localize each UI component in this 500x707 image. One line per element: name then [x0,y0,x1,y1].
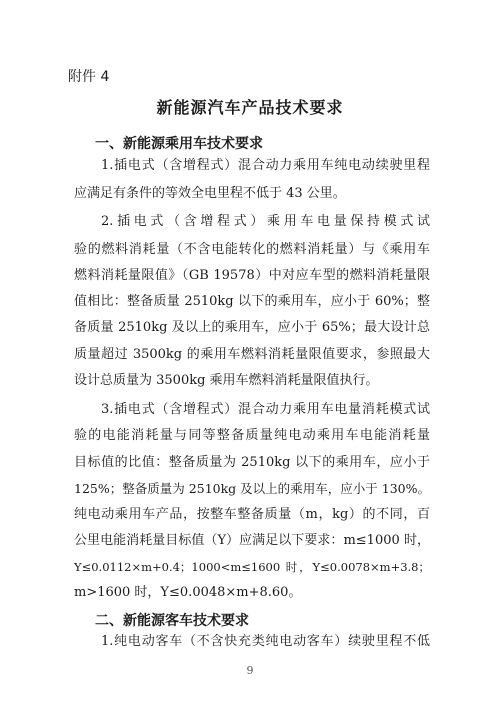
text-line: 2.插电式（含增程式）乘用车电量保持模式试 [101,214,430,229]
text-line: 3.插电式（含增程式）混合动力乘用车电量消耗模式试 [101,402,430,417]
document-title: 新能源汽车产品技术要求 [156,98,344,117]
page-number: 9 [246,664,254,677]
text-line: 值相比：整备质量 2510kg 以下的乘用车，应小于 60%；整 [74,294,430,309]
text-line: 应满足有条件的等效全电里程不低于 43 公里。 [74,186,346,201]
section-heading: 一、新能源乘用车技术要求 [95,136,263,152]
text-line: 验的电能消耗量与同等整备质量纯电动乘用车电能消耗量 [74,428,430,443]
text-line: 纯电动乘用车产品，按整车整备质量（m，kg）的不同，百 [74,507,430,522]
section-heading: 二、新能源客车技术要求 [95,613,249,629]
text-line: 设计总质量为 3500kg 乘用车燃料消耗量限值执行。 [74,373,379,388]
text-line: Y≤0.0112×m+0.4；1000<m≤1600 时，Y≤0.0078×m+3.8； [74,560,430,574]
text-line: 备质量 2510kg 及以上的乘用车，应小于 65%；最大设计总 [74,320,430,335]
text-line: 1.纯电动客车（不含快充类纯电动客车）续驶里程不低 [101,634,430,649]
attachment-label: 附件 4 [68,69,110,85]
text-line: 1.插电式（含增程式）混合动力乘用车纯电动续驶里程 [101,158,430,173]
text-line: 125%；整备质量为 2510kg 及以上的乘用车，应小于 130%。 [74,481,430,496]
text-line: 质量超过 3500kg 的乘用车燃料消耗量限值要求，参照最大 [74,347,430,362]
text-line: 目标值的比值：整备质量为 2510kg 以下的乘用车，应小于 [74,455,430,470]
text-line: m>1600 时，Y≤0.0048×m+8.60。 [74,585,302,600]
text-line: 验的燃料消耗量（不含电能转化的燃料消耗量）与《乘用车 [74,242,430,257]
text-line: 公里电能消耗量目标值（Y）应满足以下要求：m≤1000 时， [74,533,430,548]
text-line: 燃料消耗量限值》（GB 19578）中对应车型的燃料消耗量限 [74,268,430,283]
